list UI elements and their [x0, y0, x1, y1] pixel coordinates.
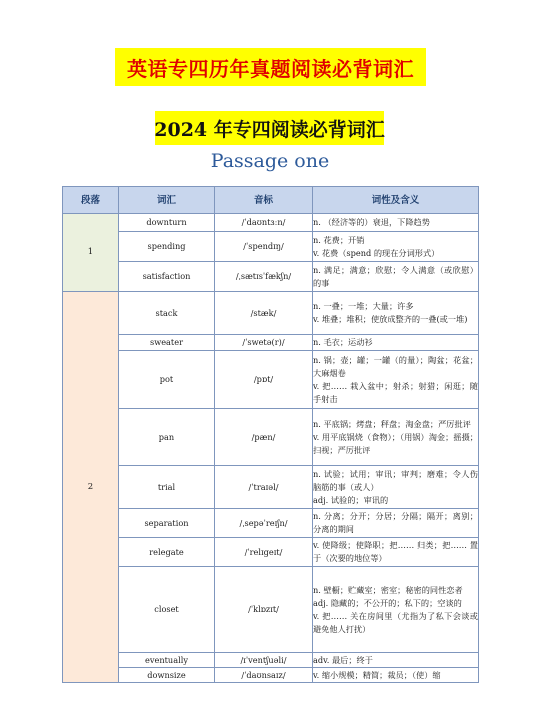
meaning-line: n. 壁橱；贮藏室；密室；秘密的同性恋者	[313, 584, 463, 595]
table-row	[63, 653, 479, 668]
word-cell: stack	[119, 292, 215, 335]
meaning-cell	[313, 509, 479, 538]
meaning-line: n. 分离；分开；分居；分隔；隔开；离别；分离的期间	[313, 511, 478, 534]
word-cell: relegate	[119, 538, 215, 567]
vocabulary-table	[62, 186, 479, 683]
phonetic-cell: /stæk/	[215, 292, 313, 335]
meaning-line: v. 使降级；使降职；把…… 归类；把…… 置于（次要的地位等）	[313, 540, 478, 563]
phonetic-cell: /ˈdaʊnsaɪz/	[215, 668, 313, 683]
phonetic-cell: /pɒt/	[215, 351, 313, 409]
table-row	[63, 567, 479, 653]
table-row	[63, 214, 479, 232]
meaning-line: n. 一叠；一堆；大量；许多	[313, 301, 414, 311]
word-cell: sweater	[119, 335, 215, 351]
subtitle: 2024 年专四阅读必背词汇	[154, 118, 385, 141]
word-cell: downturn	[119, 214, 215, 232]
meaning-line: n. 试验；试用；审讯；审判；磨难；令人伤脑筋的事（或人）	[313, 468, 478, 492]
meaning-line: v. 把…… 关在房间里（尤指为了私下会谈或避免他人打扰）	[313, 610, 478, 634]
word-cell: spending	[119, 232, 215, 262]
meaning-cell	[313, 262, 479, 292]
phonetic-cell: /ˈklɒzɪt/	[215, 567, 313, 653]
meaning-cell	[313, 292, 479, 335]
meaning-cell	[313, 232, 479, 262]
meaning-cell	[313, 668, 479, 683]
word-cell: eventually	[119, 653, 215, 668]
meaning-cell	[313, 214, 479, 232]
meaning-cell	[313, 653, 479, 668]
column-header-phonetic: 音标	[215, 187, 313, 214]
meaning-line: adj. 试验的；审讯的	[313, 494, 389, 505]
phonetic-cell: /ˌsætɪsˈfækʃn/	[215, 262, 313, 292]
meaning-line: v. 把…… 栽入盆中；射杀；射猎；闲逛；随手射击	[313, 380, 478, 404]
table-row	[63, 335, 479, 351]
meaning-line: adv. 最后；终于	[313, 654, 373, 665]
meaning-line: v. 用平底锅烧（食物）；（用锅）淘金；摇摄；扫视；严厉批评	[313, 431, 478, 455]
table-row	[63, 232, 479, 262]
table-row	[63, 262, 479, 292]
column-header-word: 词汇	[119, 187, 215, 214]
word-cell: trial	[119, 466, 215, 509]
column-header-paragraph: 段落	[63, 187, 119, 214]
phonetic-cell: /ˈdaʊntɜːn/	[215, 214, 313, 232]
phonetic-cell: /ˈspendɪŋ/	[215, 232, 313, 262]
table-row	[63, 351, 479, 409]
meaning-cell	[313, 538, 479, 567]
meaning-line: v. 缩小规模；精简；裁员；（使）缩	[313, 669, 441, 680]
meaning-cell	[313, 567, 479, 653]
table-row	[63, 538, 479, 567]
table-row	[63, 409, 479, 466]
meaning-line: v. 堆叠；堆积；使放成整齐的一叠(或一堆)	[313, 314, 468, 324]
word-cell: downsize	[119, 668, 215, 683]
meaning-cell	[313, 466, 479, 509]
passage-heading: Passage one	[210, 150, 330, 172]
meaning-line: adj. 隐藏的；不公开的；私下的；空谈的	[313, 597, 462, 608]
phonetic-cell: /ˈswetə(r)/	[215, 335, 313, 351]
word-cell: separation	[119, 509, 215, 538]
meaning-line: n. 锅；壶；罐；一罐（的量）；陶盆；花盆；大麻烟卷	[313, 354, 478, 378]
paragraph-cell: 2	[63, 292, 119, 683]
meaning-line: n. （经济等的）衰退，下降趋势	[313, 217, 430, 227]
document-title: 英语专四历年真题阅读必背词汇	[127, 56, 414, 81]
column-header-meaning: 词性及含义	[313, 187, 479, 214]
word-cell: satisfaction	[119, 262, 215, 292]
phonetic-cell: /pæn/	[215, 409, 313, 466]
document-title-banner	[115, 48, 426, 86]
meaning-line: n. 花费；开销	[313, 234, 365, 245]
table-row	[63, 292, 479, 335]
meaning-line: v. 花费（spend 的现在分词形式）	[313, 247, 440, 258]
table-row	[63, 509, 479, 538]
word-cell: pan	[119, 409, 215, 466]
subtitle-banner	[155, 111, 384, 145]
phonetic-cell: /ˌsepəˈreɪʃn/	[215, 509, 313, 538]
meaning-cell	[313, 335, 479, 351]
phonetic-cell: /ˈtraɪəl/	[215, 466, 313, 509]
table-row	[63, 466, 479, 509]
meaning-cell	[313, 409, 479, 466]
table-header-row	[63, 187, 479, 214]
word-cell: pot	[119, 351, 215, 409]
meaning-line: n. 满足；满意；欣慰；令人满意（或欣慰）的事	[313, 264, 478, 288]
phonetic-cell: /ˈrelɪgeɪt/	[215, 538, 313, 567]
meaning-cell	[313, 351, 479, 409]
meaning-line: n. 平底锅；烤盘；秤盘；淘金盘；严厉批评	[313, 418, 471, 429]
phonetic-cell: /ɪˈventʃuəli/	[215, 653, 313, 668]
word-cell: closet	[119, 567, 215, 653]
paragraph-cell: 1	[63, 214, 119, 292]
meaning-line: n. 毛衣；运动衫	[313, 337, 373, 347]
table-row	[63, 668, 479, 683]
